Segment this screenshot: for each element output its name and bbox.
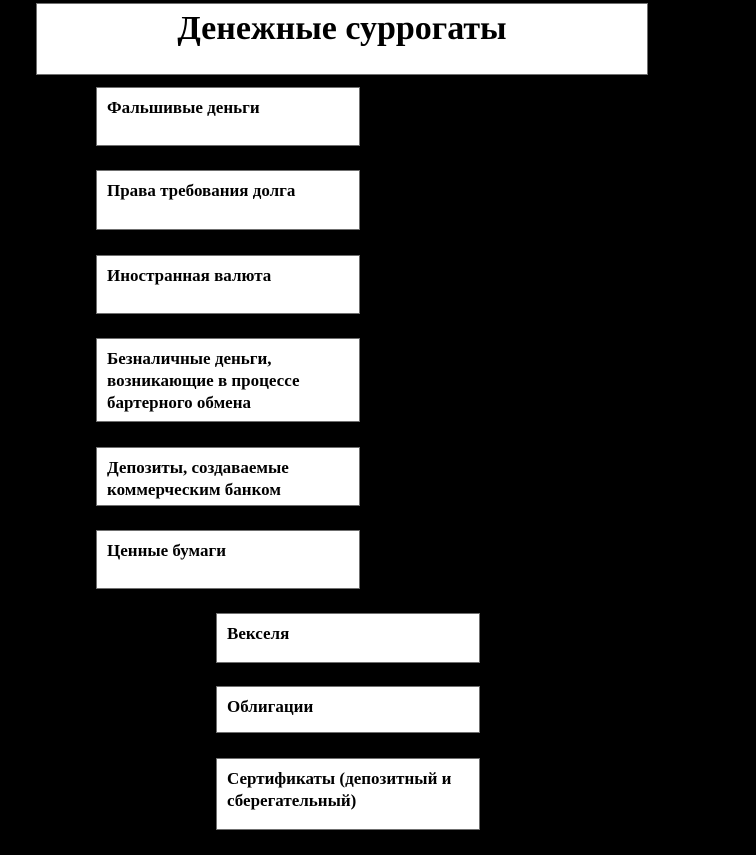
diagram-title: Денежные суррогаты xyxy=(177,10,507,47)
node-label: Иностранная валюта xyxy=(107,266,272,285)
node-noncash-barter-money xyxy=(96,338,360,422)
node-certificates xyxy=(216,758,480,830)
node-counterfeit-money xyxy=(96,87,360,146)
node-bonds xyxy=(216,686,480,733)
diagram-title-box xyxy=(36,3,648,75)
node-label: Ценные бумаги xyxy=(107,541,227,560)
node-label: Безналичные деньги, возникающие в процессе бартерного обмена xyxy=(107,349,300,413)
node-label: Векселя xyxy=(227,624,290,643)
node-securities xyxy=(96,530,360,589)
node-debt-claim-rights xyxy=(96,170,360,230)
node-label: Права требования долга xyxy=(107,181,296,200)
node-commercial-bank-deposits xyxy=(96,447,360,506)
node-bills-of-exchange xyxy=(216,613,480,663)
node-label: Фальшивые деньги xyxy=(107,98,260,117)
node-label: Облигации xyxy=(227,697,314,716)
node-foreign-currency xyxy=(96,255,360,314)
node-label: Депозиты, создаваемые коммерческим банком xyxy=(107,458,289,500)
node-label: Сертификаты (депозитный и сберегательный) xyxy=(227,769,452,811)
